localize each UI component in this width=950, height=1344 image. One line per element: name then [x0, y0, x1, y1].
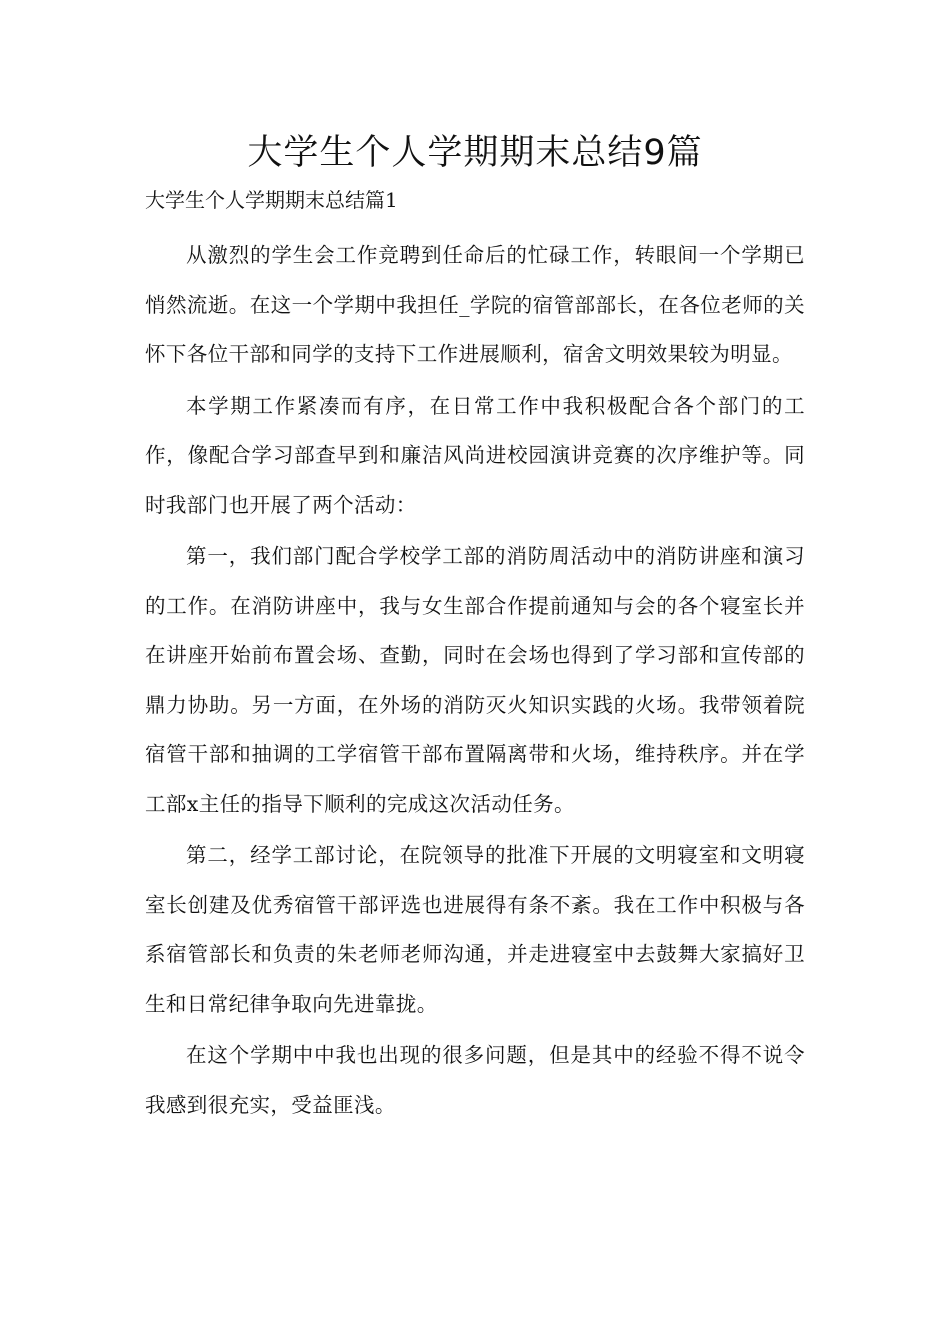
- paragraph: 第二，经学工部讨论，在院领导的批准下开展的文明寝室和文明寝室长创建及优秀宿管干部评选也进展得有条不紊。我在工作中积极与各系宿管部长和负责的朱老师老师沟通，并走进寝室中去鼓舞大家搞好卫生和日常纪律争取向先进靠拢。: [145, 843, 805, 1016]
- paragraph: 从激烈的学生会工作竞聘到任命后的忙碌工作，转眼间一个学期已悄然流逝。在这一个学期中我担任_学院的宿管部部长，在各位老师的关怀下各位干部和同学的支持下工作进展顺利，宿舍文明效果较为明显。: [145, 243, 805, 366]
- paragraph: 本学期工作紧凑而有序，在日常工作中我积极配合各个部门的工作，像配合学习部查早到和廉洁风尚进校园演讲竞赛的次序维护等。同时我部门也开展了两个活动：: [145, 393, 805, 517]
- section-heading: 大学生个人学期期末总结篇1: [145, 188, 398, 212]
- paragraph: 第一，我们部门配合学校学工部的消防周活动中的消防讲座和演习的工作。在消防讲座中，我与女生部合作提前通知与会的各个寝室长并在讲座开始前布置会场、查勤，同时在会场也得到了学习部和宣传部的鼎力协助。另一方面，在外场的消防灭火知识实践的火场。我带领着院宿管干部和抽调的工学宿管干部布置隔离带和火场，维持秩序。并在学工部x主任的指导下顺利的完成这次活动任务。: [145, 544, 805, 816]
- document-body: [145, 231, 805, 1132]
- document-title: 大学生个人学期期末总结9篇: [247, 133, 703, 173]
- paragraph: 在这个学期中中我也出现的很多问题，但是其中的经验不得不说令我感到很充实，受益匪浅。: [145, 1043, 805, 1117]
